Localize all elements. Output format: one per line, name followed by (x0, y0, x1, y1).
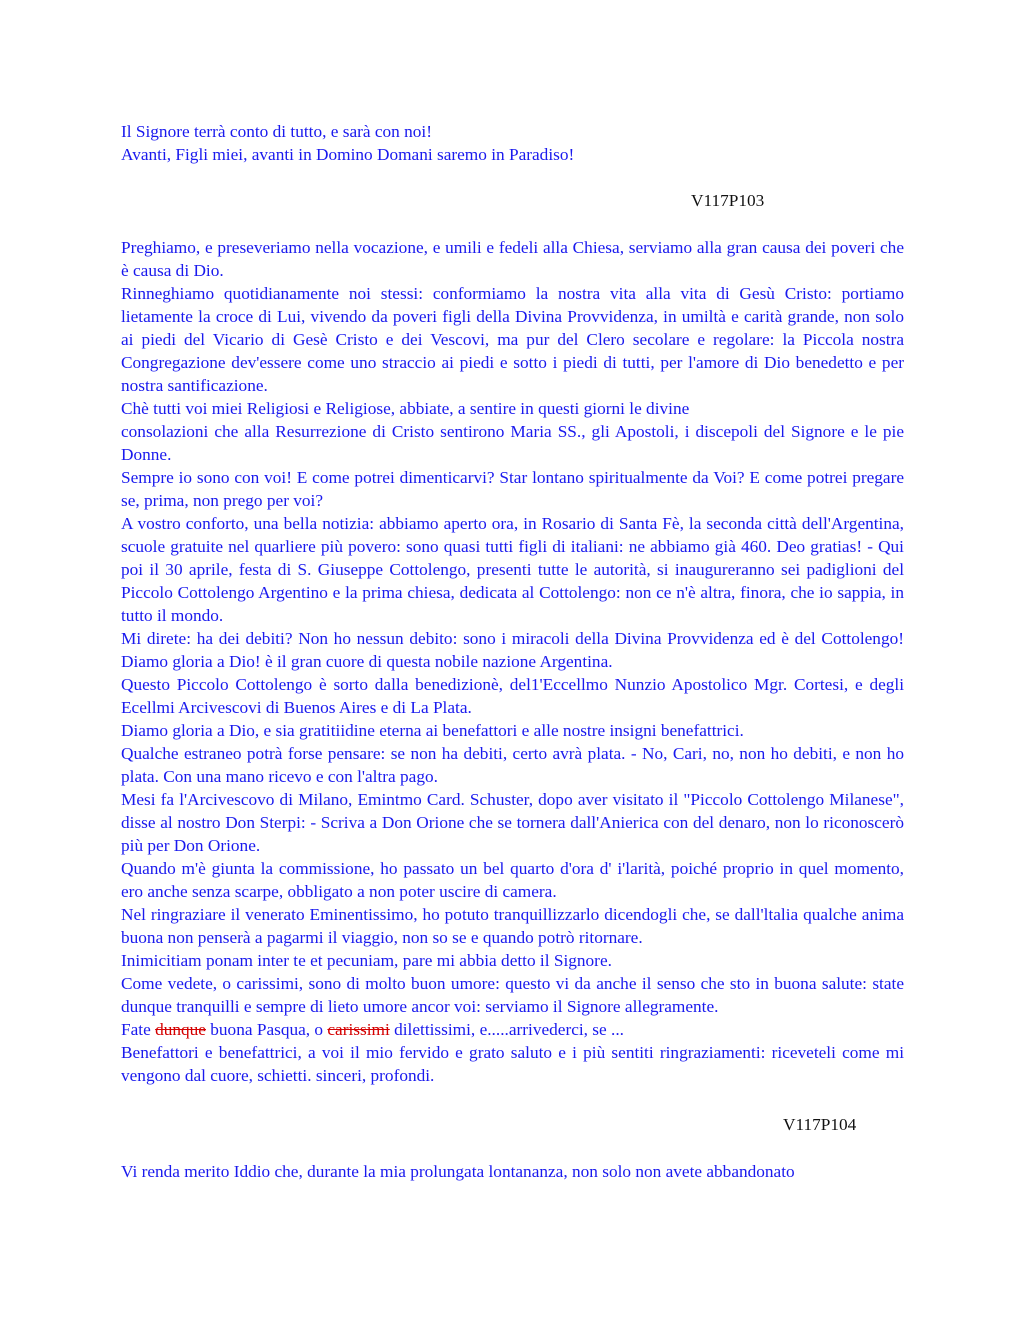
intro-line-1: Il Signore terrà conto di tutto, e sarà con noi! (121, 122, 432, 141)
main-text-block (121, 236, 904, 1087)
pasqua-part-1: Fate (121, 1020, 156, 1039)
page-marker-second: V117P104 (783, 1115, 857, 1134)
paragraph-6: A vostro conforto, una bella notizia: abbiamo aperto ora, in Rosario di Santa Fè, la seconda città dell'Argentina, scuole gratuite nel quarliere più povero: sono quasi tutti figli di italiani: ne abbiamo già 460. Deo gratias! - Qui poi il 30 aprile, festa di S. Giuseppe Cottolengo, presenti tutte le autorità, si inaugureranno sei padiglioni del Piccolo Cottolengo Argentino e la prima chiesa, dedicata al Cottolengo: non ce n'è altra, finora, che io sappia, in tutto il mondo. (121, 514, 904, 625)
paragraph-14: Inimicitiam ponam inter te et pecuniam, pare mi abbia detto il Signore. (121, 951, 612, 970)
pasqua-line (121, 1018, 904, 1041)
final-block (121, 1160, 904, 1183)
paragraph-1: Preghiamo, e preseveriamo nella vocazione, e umili e fedeli alla Chiesa, serviamo alla gran causa dei poveri che è causa di Dio. (121, 238, 904, 280)
paragraph-13: Nel ringraziare il venerato Eminentissimo, ho potuto tranquillizzarlo dicendogli che, se dall'ltalia qualche anima buona non penserà a pagarmi il viaggio, non so se e quando potrò ritornare. (121, 905, 904, 947)
paragraph-15: Come vedete, o carissimi, sono di molto buon umore: questo vi da anche il senso che sto in buona salute: state dunque tranquilli e sempre di lieto umore ancor voi: serviamo il Signore allegramente. (121, 974, 904, 1016)
paragraph-4: consolazioni che alla Resurrezione di Cristo sentirono Maria SS., gli Apostoli, i discepoli del Signore e le pie Donne. (121, 422, 904, 464)
paragraph-10: Qualche estraneo potrà forse pensare: se non ha debiti, certo avrà plata. - No, Cari, no, non ho debiti, e non ho plata. Con una mano ricevo e con l'altra pago. (121, 744, 904, 786)
pasqua-part-3: dilettissimi, e.....arrivederci, se ... (389, 1020, 624, 1039)
pasqua-part-2: buona Pasqua, o (205, 1020, 328, 1039)
paragraph-2: Rinneghiamo quotidianamente noi stessi: conformiamo la nostra vita alla vita di Gesù Cristo: portiamo lietamente la croce di Lui, vivendo da poveri figli della Divina Provvidenza, in umiltà e carità grande, non solo ai piedi del Vicario di Gesè Cristo e dei Vescovi, ma pur del Clero secolare e regolare: la Piccola nostra Congregazione dev'essere come uno straccio ai piedi e sotto i piedi di tutti, per l'amore di Dio benedetto e per nostra santificazione. (121, 284, 904, 395)
intro-line-2: Avanti, Figli miei, avanti in Domino Domani saremo in Paradiso! (121, 145, 575, 164)
intro-block (121, 120, 904, 166)
paragraph-11: Mesi fa l'Arcivescovo di Milano, Emintmo Card. Schuster, dopo aver visitato il "Piccolo Cottolengo Milanese", disse al nostro Don Sterpi: - Scriva a Don Orione che se tornera dall'Anierica con del denaro, non lo riconoscerò più per Don Orione. (121, 790, 904, 855)
final-line: Vi renda merito Iddio che, durante la mia prolungata lontananza, non solo non avete abbandonato (121, 1162, 795, 1181)
paragraph-7: Mi direte: ha dei debiti? Non ho nessun debito: sono i miracoli della Divina Provvidenza ed è del Cottolengo! Diamo gloria a Dio! è il gran cuore di questa nobile nazione Argentina. (121, 629, 904, 671)
paragraph-8: Questo Piccolo Cottolengo è sorto dalla benedizionè, del1'Eccellmo Nunzio Apostolico Mgr. Cortesi, e degli Ecellmi Arcivescovi di Buenos Aires e di La Plata. (121, 675, 904, 717)
paragraph-12: Quando m'è giunta la commissione, ho passato un bel quarto d'ora d' i'larità, poiché proprio in quel momento, ero anche senza scarpe, obbligato a non poter uscire di camera. (121, 859, 904, 901)
paragraph-9: Diamo gloria a Dio, e sia gratitiidine eterna ai benefattori e alle nostre insigni benefattrici. (121, 721, 744, 740)
closing-paragraph: Benefattori e benefattrici, a voi il mio fervido e grato saluto e i più sentiti ringraziamenti: riceveteli come mi vengono dal cuore, schietti. sinceri, profondi. (121, 1043, 904, 1085)
deleted-word-1: dunque (155, 1020, 206, 1039)
paragraph-3: Chè tutti voi miei Religiosi e Religiose, abbiate, a sentire in questi giorni le divine (121, 399, 690, 418)
paragraph-5: Sempre io sono con voi! E come potrei dimenticarvi? Star lontano spiritualmente da Voi? E come potrei pregare se, prima, non prego per voi? (121, 468, 904, 510)
deleted-word-2: carissimi (327, 1020, 390, 1039)
page-marker-first: V117P103 (691, 191, 765, 210)
